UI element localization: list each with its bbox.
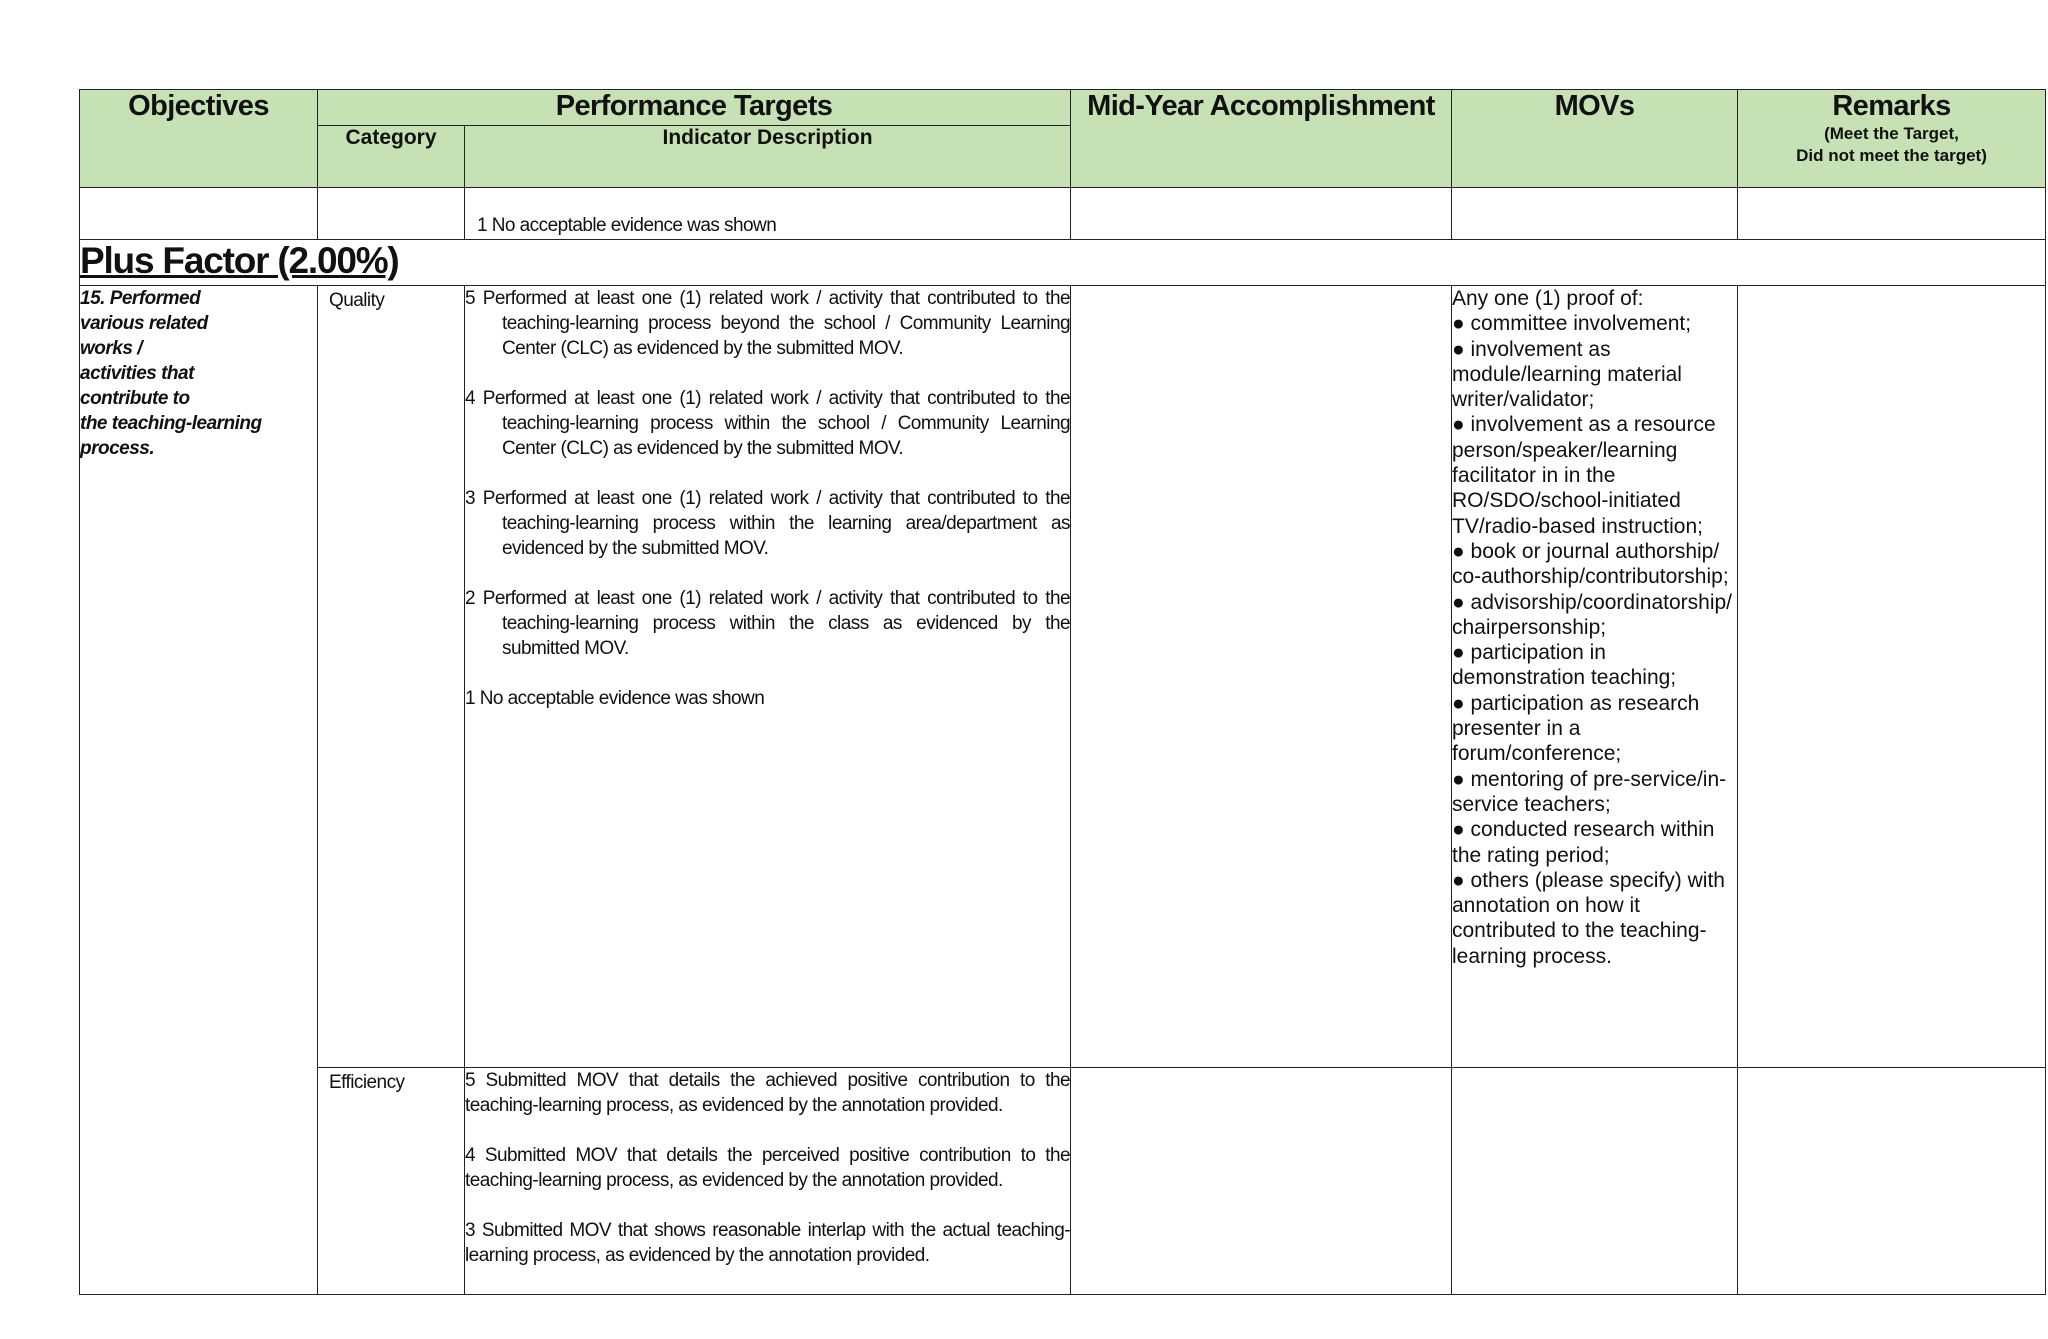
objective-line: works / xyxy=(80,338,142,359)
quality-remarks-cell xyxy=(1738,286,2046,1068)
carryover-indicator-cell xyxy=(465,188,1071,240)
efficiency-indicators-cell xyxy=(465,1068,1071,1295)
quality-movs-cell xyxy=(1452,286,1738,1068)
movs-item: ● conducted research within the rating period; xyxy=(1452,818,1715,867)
objective-line: activities that xyxy=(80,363,194,384)
objective-line: 15. Performed xyxy=(80,288,201,309)
movs-intro: Any one (1) proof of: xyxy=(1452,287,1644,310)
carryover-movs-cell xyxy=(1452,188,1738,240)
remarks-note-line-1: (Meet the Target, xyxy=(1824,124,1959,143)
movs-item: ● book or journal authorship/ co-authorship/contributorship; xyxy=(1452,539,1729,589)
efficiency-indicator-4: 4 Submitted MOV that details the perceived positive contribution to the teaching-learning process, as evidenced by the annotation provided. xyxy=(465,1145,1070,1191)
objective-line: contribute to xyxy=(80,388,190,409)
carryover-row xyxy=(80,188,2046,240)
mid-year-label: Mid-Year Accomplishment xyxy=(1087,90,1435,122)
carryover-midyear-cell xyxy=(1071,188,1452,240)
objective-line: process. xyxy=(80,438,155,459)
quality-indicators-cell xyxy=(465,286,1071,1068)
carryover-objective-cell xyxy=(80,188,318,240)
objective-cell xyxy=(80,286,318,1295)
efficiency-movs-cell xyxy=(1452,1068,1738,1295)
efficiency-remarks-cell xyxy=(1738,1068,2046,1295)
quality-category-cell xyxy=(318,286,465,1068)
movs-item: ● committee involvement; xyxy=(1452,312,1692,336)
ipcrf-table xyxy=(79,89,2046,1295)
efficiency-indicator-5: 5 Submitted MOV that details the achieved positive contribution to the teaching-learning process, as evidenced by the annotation provided. xyxy=(465,1070,1070,1116)
movs-item: ● involvement as a resource person/speaker/learning facilitator in in the RO/SDO/school-initiated TV/radio-based instruction; xyxy=(1452,413,1716,538)
objective-line: various related xyxy=(80,313,208,334)
section-row xyxy=(80,240,2046,286)
movs-item: ● involvement as module/learning material writer/validator; xyxy=(1452,337,1682,412)
indicator-description-label: Indicator Description xyxy=(662,126,873,149)
quality-midyear-cell xyxy=(1071,286,1452,1068)
category-header xyxy=(318,126,465,188)
indicator-description-header xyxy=(465,126,1071,188)
category-header-label: Category xyxy=(345,126,437,149)
performance-targets-header xyxy=(318,90,1071,126)
remarks-header-label: Remarks xyxy=(1832,90,1951,122)
quality-indicator-3: 3 Performed at least one (1) related work / activity that contributed to the teaching-learning process within the learning area/department as evidenced by the submitted MOV. xyxy=(465,488,1070,559)
section-title-cell xyxy=(80,240,2046,286)
objective-line: the teaching-learning xyxy=(80,413,262,434)
carryover-remarks-cell xyxy=(1738,188,2046,240)
movs-header xyxy=(1452,90,1738,188)
movs-item: ● others (please specify) with annotation on how it contributed to the teaching-learning process. xyxy=(1452,868,1725,968)
efficiency-midyear-cell xyxy=(1071,1068,1452,1295)
remarks-note-line-2: Did not meet the target) xyxy=(1796,146,1987,165)
remarks-header xyxy=(1738,90,2046,188)
objectives-header-label: Objectives xyxy=(128,90,269,122)
quality-indicator-5: 5 Performed at least one (1) related work / activity that contributed to the teaching-learning process beyond the school / Community Learning Center (CLC) as evidenced by the submitted MOV. xyxy=(465,288,1070,359)
objectives-header xyxy=(80,90,318,188)
movs-item: ● mentoring of pre-service/in-service teachers; xyxy=(1452,767,1727,816)
mid-year-header xyxy=(1071,90,1452,188)
movs-header-label: MOVs xyxy=(1554,90,1635,122)
efficiency-indicator-3: 3 Submitted MOV that shows reasonable interlap with the actual teaching-learning process, as evidenced by the annotation provided. xyxy=(465,1220,1070,1266)
quality-indicator-2: 2 Performed at least one (1) related work / activity that contributed to the teaching-learning process within the class as evidenced by the submitted MOV. xyxy=(465,588,1070,659)
quality-row xyxy=(80,286,2046,1068)
efficiency-category-cell xyxy=(318,1068,465,1295)
carryover-indicator-text: 1 No acceptable evidence was shown xyxy=(477,215,777,236)
performance-targets-label: Performance Targets xyxy=(555,90,833,122)
quality-indicator-1: 1 No acceptable evidence was shown xyxy=(465,688,765,709)
section-title: Plus Factor (2.00%) xyxy=(80,240,399,281)
header-row-1 xyxy=(80,90,2046,126)
movs-item: ● participation as research presenter in a forum/conference; xyxy=(1452,691,1700,766)
quality-indicator-4: 4 Performed at least one (1) related work / activity that contributed to the teaching-learning process within the school / Community Learning Center (CLC) as evidenced by the submitted MOV. xyxy=(465,388,1070,459)
efficiency-row xyxy=(80,1068,2046,1295)
quality-category-label: Quality xyxy=(329,290,385,311)
movs-item: ● advisorship/coordinatorship/ chairpersonship; xyxy=(1452,590,1732,639)
movs-item: ● participation in demonstration teaching; xyxy=(1452,641,1677,690)
carryover-category-cell xyxy=(318,188,465,240)
efficiency-category-label: Efficiency xyxy=(329,1072,405,1093)
